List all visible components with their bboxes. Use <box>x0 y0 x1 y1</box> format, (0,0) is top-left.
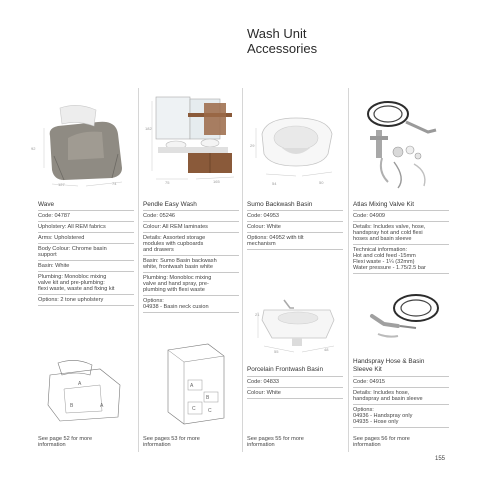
detail-row: Plumbing: Monobloc mixing valve kit and pre-plumbing: flexi waste, waste and fixing kit <box>38 271 134 294</box>
product-details-sumo-backwash-basin <box>247 210 343 250</box>
detail-row: Arms: Upholstered <box>38 232 134 243</box>
pendle-technical-drawing <box>148 340 238 430</box>
column-divider <box>348 88 349 452</box>
dimension-label: 127 <box>58 182 65 187</box>
detail-row: Body Colour: Chrome basin support <box>38 243 134 260</box>
product-details-handspray-hose-kit <box>353 376 449 428</box>
dimension-label: 50 <box>319 180 324 185</box>
wave-technical-drawing <box>40 355 132 427</box>
dimension-label: 74 <box>112 181 117 186</box>
wave-chair-image <box>38 98 130 188</box>
detail-row: Details: Includes valve, hose, handspray hot and cold flexi hoses and basin sleeve <box>353 221 449 244</box>
product-details-porcelain-frontwash-basin <box>247 376 343 399</box>
product-name-handspray-hose-kit: Handspray Hose & Basin Sleeve Kit <box>353 358 425 373</box>
svg-text:A: A <box>78 381 82 387</box>
detail-row: Code: 04787 <box>38 210 134 221</box>
footnote-wave: See page 52 for more information <box>38 436 93 448</box>
detail-row: Basin: Sumo Basin backwash white, frontwash basin white <box>143 255 239 272</box>
product-name-atlas-mixing-valve-kit: Atlas Mixing Valve Kit <box>353 201 414 208</box>
dimension-label: 29 <box>250 143 255 148</box>
handspray-hose-kit-image <box>358 286 448 346</box>
dimension-label: 182 <box>145 126 152 131</box>
footnote-handspray-hose-kit: See pages 56 for more information <box>353 436 410 448</box>
footnote-pendle-easy-wash: See pages 53 for more information <box>143 436 200 448</box>
detail-row: Colour: All REM laminates <box>143 221 239 232</box>
detail-row: Options: 04936 - Handspray only 04935 - Hose only <box>353 404 449 428</box>
sumo-backwash-basin-image <box>252 108 342 184</box>
svg-text:B: B <box>70 403 74 409</box>
product-details-pendle-easy-wash <box>143 210 239 313</box>
detail-row: Options: 2 tone upholstery <box>38 294 134 306</box>
dimension-label: 92 <box>31 146 36 151</box>
title-line-2: Accessories <box>247 41 318 56</box>
detail-row: Technical information: Hot and cold feed -15mm Flexi waste - 1¼ (32mm) Water pressure - 1.75/2.5 bar <box>353 244 449 274</box>
detail-row: Basin: White <box>38 260 134 271</box>
footnote-porcelain-frontwash-basin: See pages 55 for more information <box>247 436 304 448</box>
detail-row: Code: 04909 <box>353 210 449 221</box>
dimension-label: 55 <box>274 349 279 354</box>
detail-row: Colour: White <box>247 221 343 232</box>
dimension-label: 48 <box>324 347 329 352</box>
detail-row: Details: Assorted storage modules with cupboards and drawers <box>143 232 239 255</box>
detail-row: Options: 04938 - Basin neck cusion <box>143 295 239 313</box>
atlas-mixing-valve-kit-image <box>358 92 448 190</box>
product-details-atlas-mixing-valve-kit <box>353 210 449 274</box>
detail-row: Code: 05246 <box>143 210 239 221</box>
product-name-porcelain-frontwash-basin: Porcelain Frontwash Basin <box>247 366 324 373</box>
porcelain-frontwash-basin-image <box>254 294 342 358</box>
product-name-wave: Wave <box>38 201 55 208</box>
column-divider <box>242 88 243 452</box>
svg-text:A: A <box>100 403 104 409</box>
svg-text:C: C <box>192 406 196 412</box>
title-line-1: Wash Unit <box>247 26 307 41</box>
detail-row: Colour: White <box>247 387 343 399</box>
detail-row: Code: 04953 <box>247 210 343 221</box>
column-divider <box>138 88 139 452</box>
product-name-sumo-backwash-basin: Sumo Backwash Basin <box>247 201 313 208</box>
page-number: 155 <box>434 456 445 462</box>
svg-text:B: B <box>206 395 210 401</box>
detail-row: Code: 04915 <box>353 376 449 387</box>
dimension-label: 21 <box>255 312 260 317</box>
page-title <box>247 26 317 56</box>
product-name-pendle-easy-wash: Pendle Easy Wash <box>143 201 197 208</box>
detail-row: Code: 04833 <box>247 376 343 387</box>
detail-row: Upholstery: All REM fabrics <box>38 221 134 232</box>
svg-text:A: A <box>190 383 194 389</box>
detail-row: Plumbing: Monobloc mixing valve and hand spray, pre- plumbing with flexi waste <box>143 272 239 295</box>
detail-row: Details: Includes hose, handspray and basin sleeve <box>353 387 449 404</box>
dimension-label: 165 <box>213 179 220 184</box>
detail-row: Options: 04952 with tilt mechanism <box>247 232 343 250</box>
pendle-easy-wash-image <box>148 93 240 185</box>
dimension-label: 75 <box>165 180 170 185</box>
dimension-label: 54 <box>272 181 277 186</box>
svg-text:C: C <box>208 408 212 414</box>
product-details-wave <box>38 210 134 306</box>
